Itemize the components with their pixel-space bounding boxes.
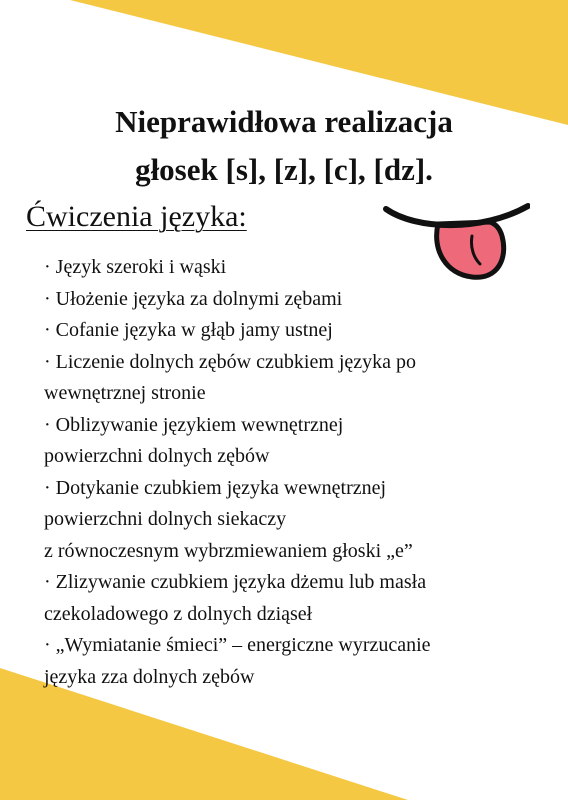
exercise-line: · Język szeroki i wąski: [44, 256, 227, 278]
exercise-list: [44, 252, 554, 693]
exercise-item: [44, 630, 554, 693]
exercise-item: [44, 473, 554, 568]
exercise-line: czekoladowego z dolnych dziąseł: [44, 602, 313, 625]
section-heading: Ćwiczenia języka:: [26, 200, 247, 233]
exercise-item: [44, 567, 554, 630]
page-title: [0, 98, 568, 194]
exercise-line: · Oblizywanie językiem wewnętrznej: [44, 413, 344, 436]
exercise-line: powierzchni dolnych siekaczy: [44, 508, 287, 530]
exercise-item: [44, 315, 554, 347]
exercise-line: języka zza dolnych zębów: [44, 665, 255, 688]
exercise-item: [44, 410, 554, 473]
exercise-line: z równoczesnym wybrzmiewaniem głoski „e”: [44, 539, 413, 562]
title-line-2: głosek [s], [z], [c], [dz].: [135, 152, 433, 187]
exercise-line: · Cofanie języka w głąb jamy ustnej: [44, 319, 333, 341]
exercise-item: [44, 347, 554, 410]
mouth-line: [386, 206, 528, 225]
exercise-line: · Ułożenie języka za dolnymi zębami: [44, 287, 343, 310]
title-line-1: Nieprawidłowa realizacja: [115, 104, 453, 139]
exercise-line: wewnętrznej stronie: [44, 382, 206, 404]
exercise-line: · Zlizywanie czubkiem języka dżemu lub masła: [44, 571, 427, 593]
exercise-line: · „Wymiatanie śmieci” – energiczne wyrzucanie: [44, 634, 431, 656]
exercise-line: · Liczenie dolnych zębów czubkiem języka po: [44, 350, 417, 373]
exercise-item: [44, 284, 554, 316]
exercise-item: [44, 252, 554, 284]
exercise-line: powierzchni dolnych zębów: [44, 445, 270, 467]
exercise-line: · Dotykanie czubkiem języka wewnętrznej: [44, 476, 387, 499]
